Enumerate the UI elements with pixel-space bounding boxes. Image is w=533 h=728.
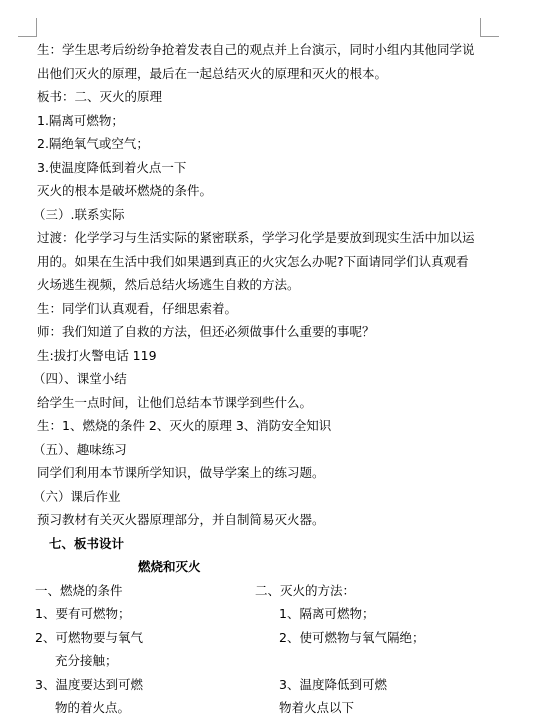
board-row [37, 579, 507, 603]
board-right-cell: 1、隔离可燃物； [279, 606, 375, 621]
board-left-cell: 物的着火点。 [55, 700, 131, 715]
board-left-cell: 2、可燃物要与氧气 [35, 629, 143, 645]
board-left-cell: 3、温度要达到可燃 [35, 676, 143, 692]
paragraph-line: 灭火的根本是破坏燃烧的条件。 [37, 183, 213, 198]
paragraph-line: 用的。如果在生活中我们如果遇到真正的火灾怎么办呢?下面请同学们认真观看 [37, 253, 469, 269]
paragraph-line: 1.隔离可燃物； [37, 112, 124, 128]
document-body [33, 38, 507, 720]
page-corner-mark-top-left [18, 18, 37, 37]
section-heading: （三）.联系实际 [33, 206, 125, 222]
page-corner-mark-top-right [480, 18, 499, 37]
board-right-cell: 物着火点以下 [279, 700, 355, 715]
section-heading: （六）课后作业 [33, 488, 121, 504]
paragraph-line: 同学们利用本节课所学知识，做导学案上的练习题。 [37, 465, 325, 480]
paragraph-line: 生:拔打火警电话 119 [37, 347, 157, 363]
paragraph-line: 给学生一点时间，让他们总结本节课学到些什么。 [37, 394, 313, 410]
paragraph-line: 板书：二、灭火的原理 [37, 89, 163, 104]
paragraph-line: 生：学生思考后纷纷争抢着发表自己的观点并上台演示，同时小组内其他同学说 [37, 42, 475, 57]
board-title: 燃烧和灭火 [138, 559, 201, 574]
board-row [37, 626, 507, 650]
board-row [37, 602, 507, 626]
section-heading: （四）、课堂小结 [33, 371, 127, 386]
board-right-cell: 2、使可燃物与氧气隔绝； [279, 629, 425, 645]
paragraph-line: 预习教材有关灭火器原理部分，并自制简易灭火器。 [37, 512, 325, 527]
paragraph-line: 2.隔绝氧气或空气； [37, 136, 149, 151]
board-heading: 七、板书设计 [49, 535, 125, 551]
board-left-cell: 一、燃烧的条件 [35, 582, 123, 598]
board-left-cell: 1、要有可燃物； [35, 606, 131, 621]
section-heading: （五）、趣味练习 [33, 441, 127, 457]
board-right-cell: 二、灭火的方法： [255, 582, 356, 598]
paragraph-line: 3.使温度降低到着火点一下 [37, 159, 187, 175]
board-left-cell: 充分接触； [55, 653, 118, 668]
paragraph-line: 师：我们知道了自救的方法，但还必须做事什么重要的事呢？ [37, 324, 375, 339]
paragraph-line: 过渡：化学学习与生活实际的紧密联系，学学习化学是要放到现实生活中加以运 [37, 230, 475, 245]
board-row [37, 673, 507, 697]
paragraph-line: 火场逃生视频，然后总结火场逃生自救的方法。 [37, 277, 300, 292]
board-right-cell: 3、温度降低到可燃 [279, 676, 387, 692]
paragraph-line: 出他们灭火的原理，最后在一起总结灭火的原理和灭火的根本。 [37, 65, 388, 81]
paragraph-line: 生：同学们认真观看，仔细思索着。 [37, 300, 238, 316]
board-row [37, 649, 507, 673]
board-row [37, 696, 507, 720]
paragraph-line: 生：1、燃烧的条件 2、灭火的原理 3、消防安全知识 [37, 418, 332, 433]
